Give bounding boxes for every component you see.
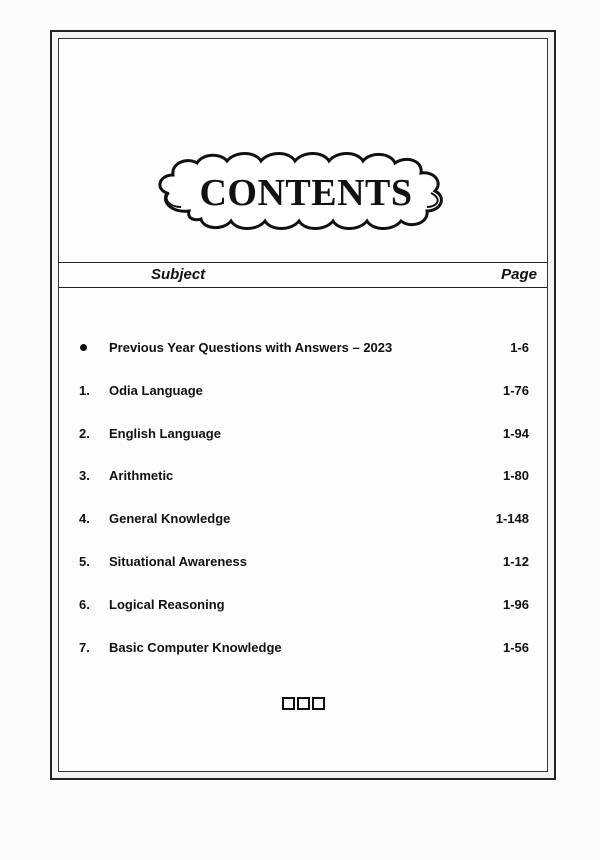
- square-icon: [282, 697, 295, 710]
- entry-pages: 1-94: [502, 426, 529, 441]
- entry-title: Situational Awareness: [109, 554, 247, 569]
- contents-cloud-banner: [151, 149, 461, 233]
- entry-title: Logical Reasoning: [109, 597, 225, 612]
- entry-pages: 1-80: [502, 468, 529, 483]
- page-border-inner: [58, 38, 548, 772]
- contents-entry-5: [59, 552, 547, 572]
- entry-number: 1.: [79, 383, 90, 398]
- bullet-icon: [80, 344, 87, 351]
- entry-number: 5.: [79, 554, 90, 569]
- square-icon: [312, 697, 325, 710]
- contents-entry-2: [59, 424, 547, 444]
- entry-pages: 1-12: [502, 554, 529, 569]
- entry-pages: 1-6: [510, 340, 529, 355]
- contents-entry-3: [59, 466, 547, 486]
- page-border-outer: [50, 30, 556, 780]
- entry-title: English Language: [109, 426, 221, 441]
- entry-number: 4.: [79, 511, 90, 526]
- entry-title: Previous Year Questions with Answers – 2023: [109, 340, 393, 355]
- entry-title: Basic Computer Knowledge: [109, 640, 282, 655]
- entry-pages: 1-148: [495, 511, 529, 526]
- entry-title: General Knowledge: [109, 511, 231, 526]
- end-marker: [59, 697, 547, 713]
- entry-number: 3.: [79, 468, 90, 483]
- entry-pages: 1-76: [502, 383, 529, 398]
- subject-column-header: Subject: [151, 266, 206, 283]
- contents-entry-7: [59, 638, 547, 658]
- entry-pages: 1-56: [502, 640, 529, 655]
- entry-number: 6.: [79, 597, 90, 612]
- contents-entry-previous-year: [59, 338, 547, 358]
- page-column-header: Page: [501, 266, 537, 283]
- contents-heading: CONTENTS: [199, 172, 413, 214]
- entry-title: Arithmetic: [109, 468, 174, 483]
- entry-number: 2.: [79, 426, 90, 441]
- contents-entry-1: [59, 381, 547, 401]
- entry-title: Odia Language: [109, 383, 203, 398]
- contents-entry-6: [59, 595, 547, 615]
- entry-pages: 1-96: [502, 597, 529, 612]
- table-header: [59, 262, 547, 288]
- entry-number: 7.: [79, 640, 90, 655]
- contents-entry-4: [59, 509, 547, 529]
- square-icon: [297, 697, 310, 710]
